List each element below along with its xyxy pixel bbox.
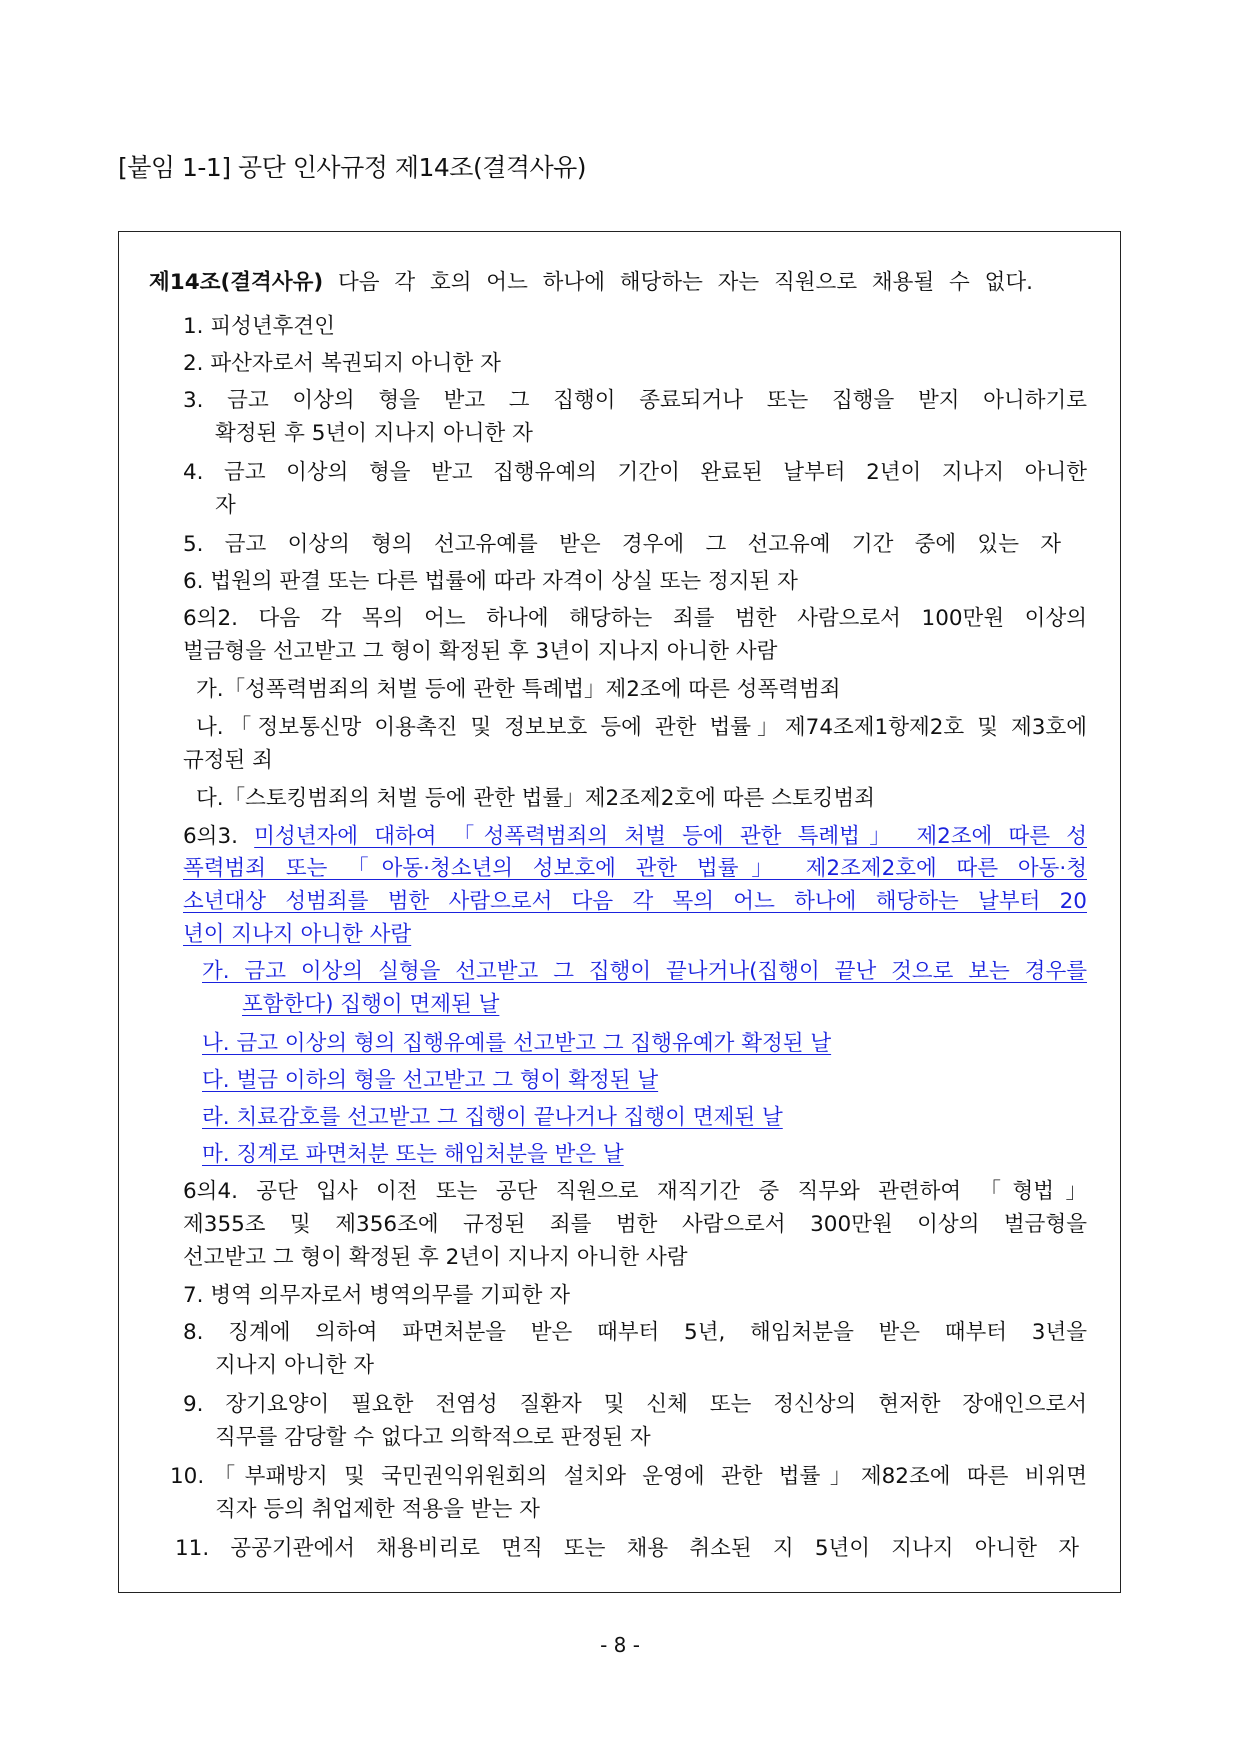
item-4-line-2: 자 bbox=[215, 493, 236, 518]
item-9-line-2: 직무를 감당할 수 없다고 의학적으로 판정된 자 bbox=[215, 1425, 651, 1450]
item-6-3-amended-text: 미성년자에 대하여 「성폭력범죄의 처벌 등에 관한 특례법」 제2조에 따른 성 bbox=[254, 824, 1087, 849]
page-title: [붙임 1-1] 공단 인사규정 제14조(결격사유) bbox=[118, 153, 587, 182]
item-6-3-line-4: 년이 지나지 아니한 사람 bbox=[183, 922, 412, 947]
item-6-3-ga-line-1: 가. 금고 이상의 실형을 선고받고 그 집행이 끝나거나(집행이 끝난 것으로 보는 경우를 bbox=[202, 959, 1087, 984]
item-6-2-na-line-1: 나.「정보통신망 이용촉진 및 정보보호 등에 관한 법률」제74조제1항제2호 및 제3호에 bbox=[196, 715, 1087, 740]
item-6-3-na: 나. 금고 이상의 형의 집행유예를 선고받고 그 집행유예가 확정된 날 bbox=[202, 1031, 832, 1056]
item-6-3-ra: 라. 치료감호를 선고받고 그 집행이 끝나거나 집행이 면제된 날 bbox=[202, 1105, 783, 1130]
item-6-2-da: 다.「스토킹범죄의 처벌 등에 관한 법률」제2조제2호에 따른 스토킹범죄 bbox=[196, 786, 875, 811]
item-6-3-ma: 마. 징계로 파면처분 또는 해임처분을 받은 날 bbox=[202, 1142, 624, 1167]
item-3-line-1: 3. 금고 이상의 형을 받고 그 집행이 종료되거나 또는 집행을 받지 아니하기로 bbox=[183, 388, 1087, 413]
item-4-line-1: 4. 금고 이상의 형을 받고 집행유예의 기간이 완료된 날부터 2년이 지나지 아니한 bbox=[183, 460, 1087, 485]
item-1: 1. 피성년후견인 bbox=[183, 314, 335, 339]
item-10-line-1: 10.「부패방지 및 국민권익위원회의 설치와 운영에 관한 법률」제82조에 따른 비위면 bbox=[170, 1464, 1087, 1489]
article-intro: 다음 각 호의 어느 하나에 해당하는 자는 직원으로 채용될 수 없다. bbox=[323, 270, 1033, 295]
item-6-3-ga-line-2: 포함한다) 집행이 면제된 날 bbox=[242, 992, 500, 1017]
item-10-line-2: 직자 등의 취업제한 적용을 받는 자 bbox=[215, 1497, 540, 1522]
item-6: 6. 법원의 판결 또는 다른 법률에 따라 자격이 상실 또는 정지된 자 bbox=[183, 569, 798, 594]
item-6-4-line-2: 제355조 및 제356조에 규정된 죄를 범한 사람으로서 300만원 이상의 벌금형을 bbox=[183, 1212, 1087, 1237]
item-6-4-line-3: 선고받고 그 형이 확정된 후 2년이 지나지 아니한 사람 bbox=[183, 1245, 688, 1270]
item-6-3-line-3: 소년대상 성범죄를 범한 사람으로서 다음 각 목의 어느 하나에 해당하는 날부터 20 bbox=[183, 889, 1087, 914]
page-number: - 8 - bbox=[600, 1633, 640, 1657]
item-6-2-na-line-2: 규정된 죄 bbox=[183, 748, 273, 773]
item-6-3-da: 다. 벌금 이하의 형을 선고받고 그 형이 확정된 날 bbox=[202, 1068, 659, 1093]
item-2: 2. 파산자로서 복권되지 아니한 자 bbox=[183, 351, 501, 376]
item-6-2-ga: 가.「성폭력범죄의 처벌 등에 관한 특례법」제2조에 따른 성폭력범죄 bbox=[196, 677, 841, 702]
item-9-line-1: 9. 장기요양이 필요한 전염성 질환자 및 신체 또는 정신상의 현저한 장애인으로서 bbox=[183, 1392, 1087, 1417]
article-heading: 제14조(결격사유) bbox=[149, 270, 324, 295]
item-6-2-line-1: 6의2. 다음 각 목의 어느 하나에 해당하는 죄를 범한 사람으로서 100만원 이상의 bbox=[183, 606, 1087, 631]
item-7: 7. 병역 의무자로서 병역의무를 기피한 자 bbox=[183, 1283, 570, 1308]
item-6-3-line-1 bbox=[183, 822, 1087, 852]
article-heading-line bbox=[149, 268, 1033, 298]
item-11: 11. 공공기관에서 채용비리로 면직 또는 채용 취소된 지 5년이 지나지 아니한 자 bbox=[175, 1536, 1079, 1561]
item-8-line-1: 8. 징계에 의하여 파면처분을 받은 때부터 5년, 해임처분을 받은 때부터 3년을 bbox=[183, 1320, 1087, 1345]
item-3-line-2: 확정된 후 5년이 지나지 아니한 자 bbox=[215, 421, 533, 446]
item-6-3-prefix: 6의3. bbox=[183, 824, 255, 849]
item-5: 5. 금고 이상의 형의 선고유예를 받은 경우에 그 선고유예 기간 중에 있는 자 bbox=[183, 532, 1061, 557]
item-6-2-line-2: 벌금형을 선고받고 그 형이 확정된 후 3년이 지나지 아니한 사람 bbox=[183, 639, 778, 664]
item-6-4-line-1: 6의4. 공단 입사 이전 또는 공단 직원으로 재직기간 중 직무와 관련하여 「형법」 bbox=[183, 1179, 1087, 1204]
item-8-line-2: 지나지 아니한 자 bbox=[215, 1353, 375, 1378]
item-6-3-line-2: 폭력범죄 또는 「아동·청소년의 성보호에 관한 법률」 제2조제2호에 따른 아동·청 bbox=[183, 856, 1087, 881]
